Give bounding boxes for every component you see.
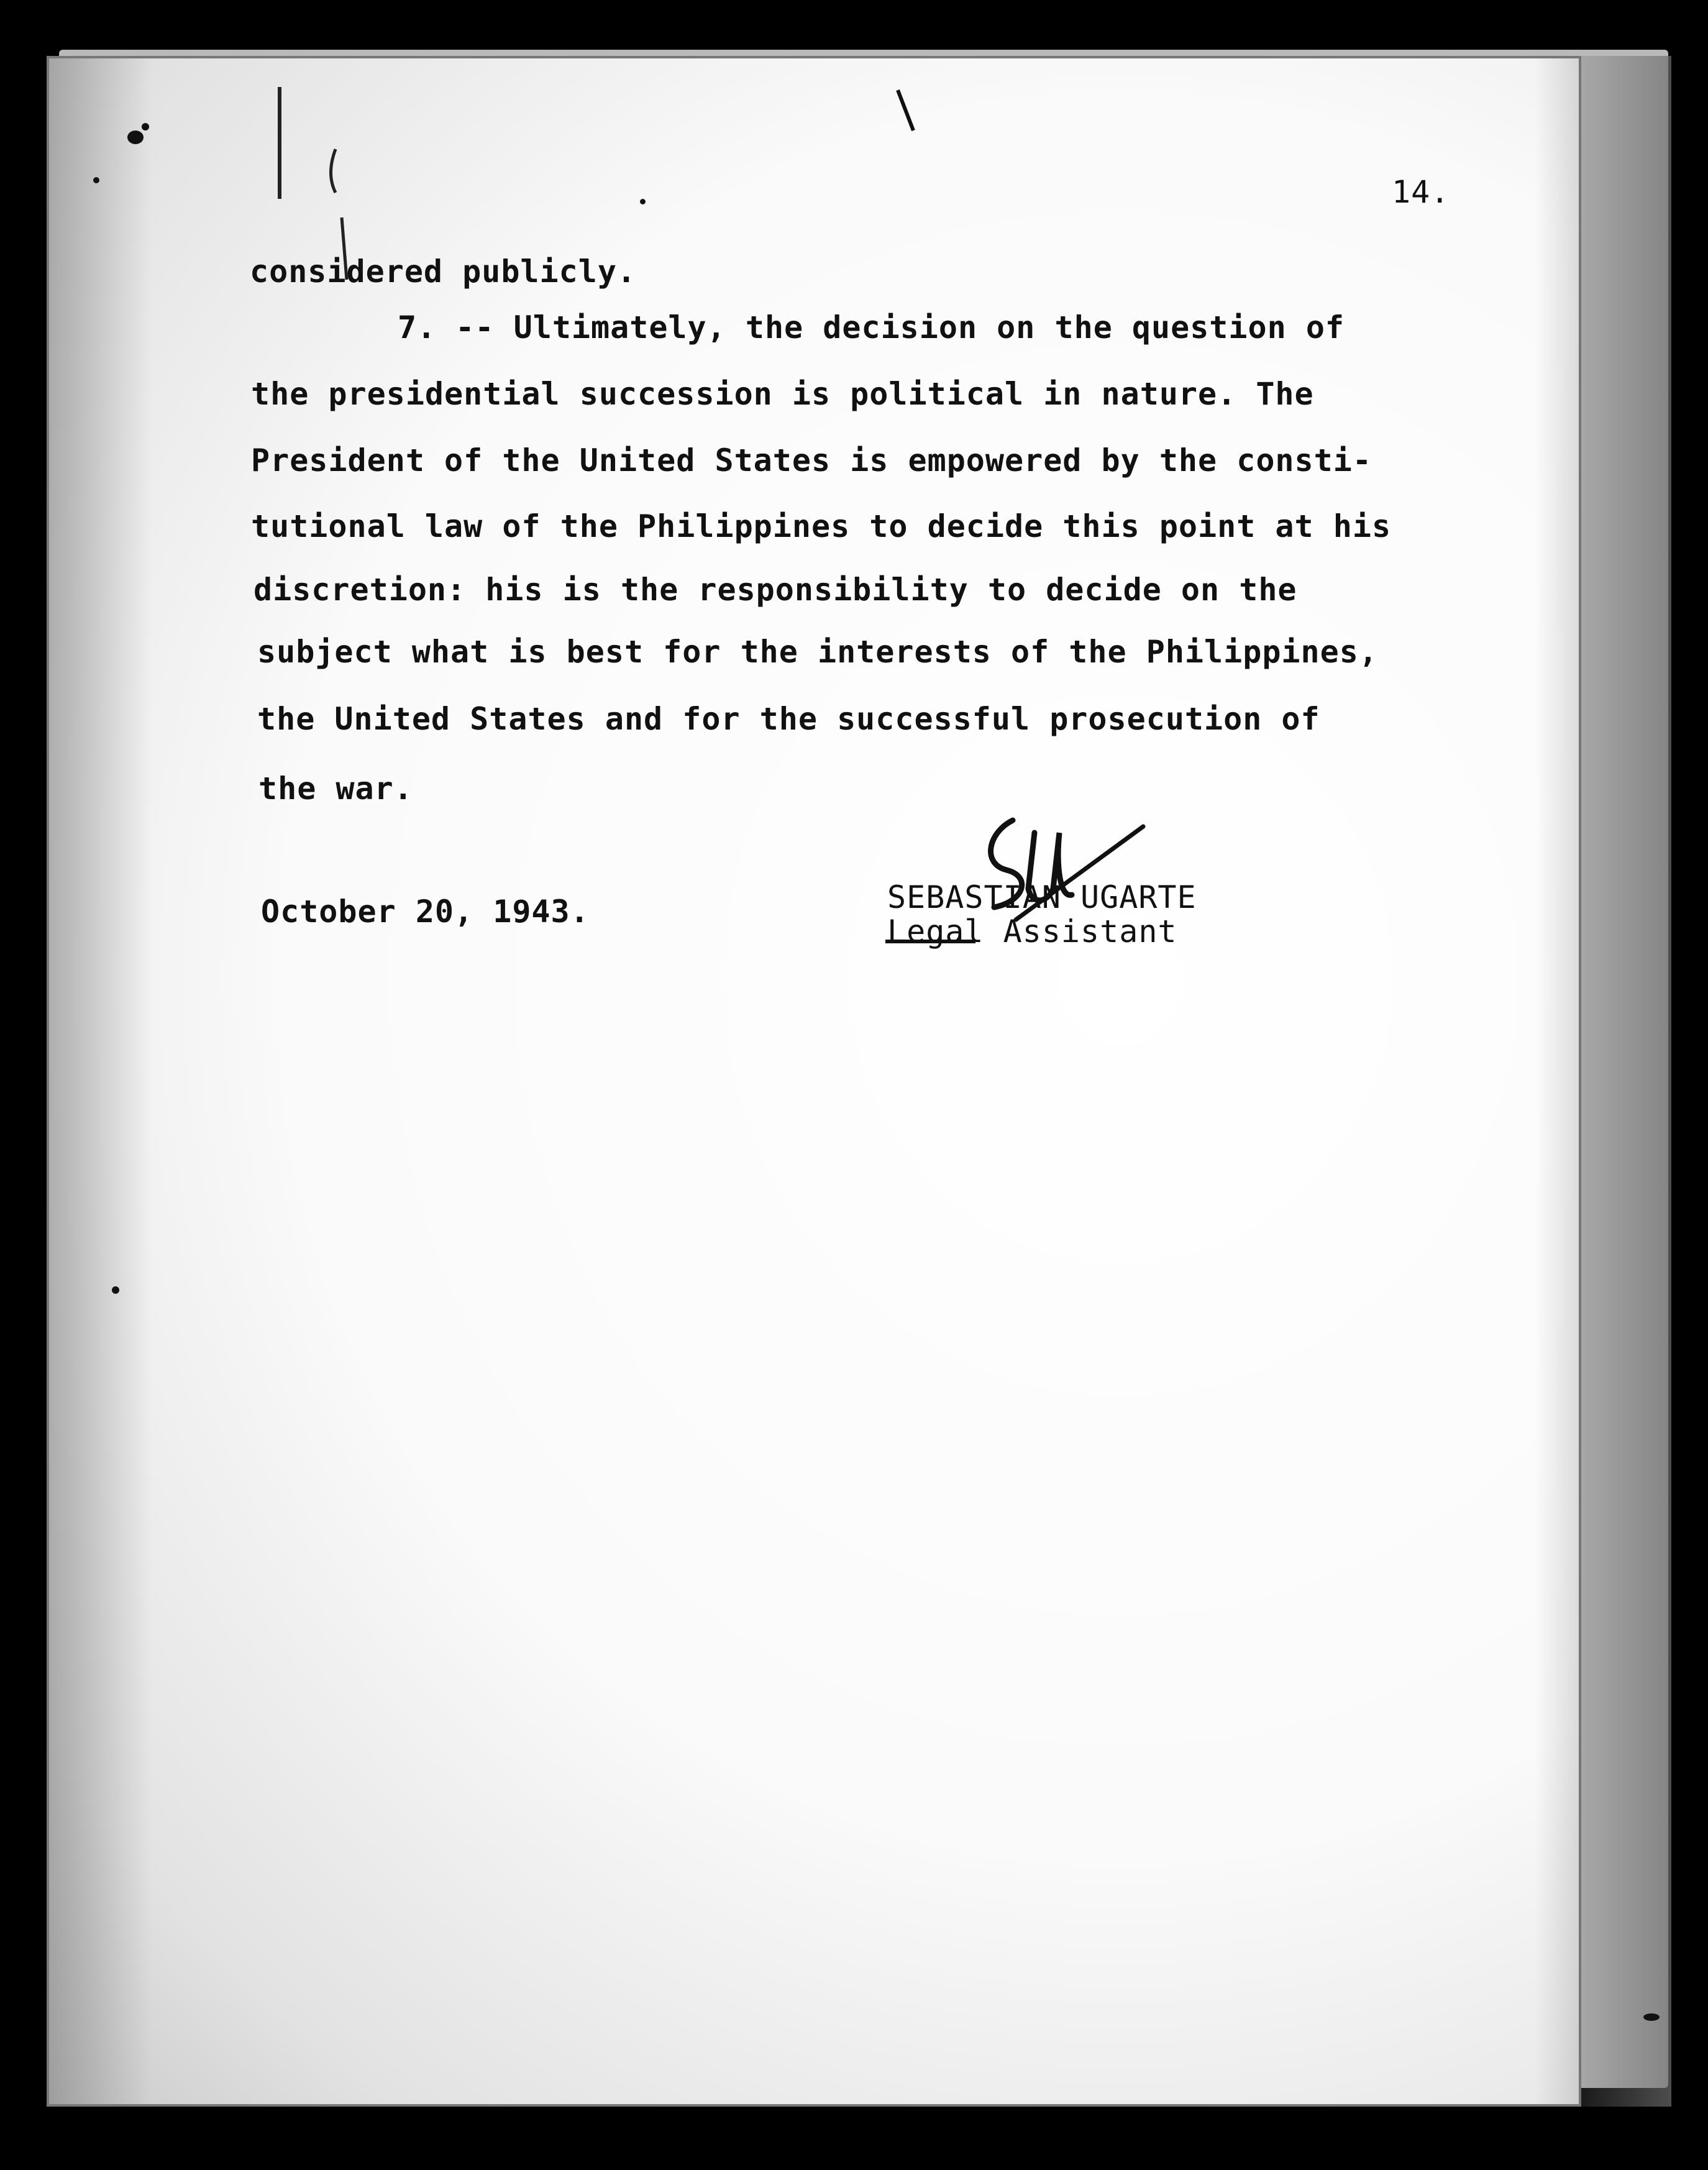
ink-speck [640, 199, 646, 204]
ink-speck [127, 130, 144, 144]
ink-speck [142, 123, 149, 130]
signatory-name: SEBASTIAN UGARTE [887, 879, 1197, 915]
page-right-shadow [1535, 56, 1671, 2107]
body-line: discretion: his is the responsibility to decide on the [253, 572, 1297, 608]
ink-speck [1643, 2013, 1660, 2021]
body-line: considered publicly. [250, 254, 637, 290]
body-line: the war. [258, 771, 413, 807]
body-line: the presidential succession is political in nature. The [251, 376, 1314, 412]
body-line: President of the United States is empowered by the consti- [251, 442, 1372, 478]
ink-speck [112, 1286, 119, 1294]
page-number: 14. [1392, 174, 1450, 210]
body-line: the United States and for the successful prosecution of [257, 701, 1320, 737]
ink-speck [93, 177, 99, 183]
body-line: subject what is best for the interests of the Philippines, [257, 634, 1378, 670]
document-date: October 20, 1943. [261, 894, 590, 930]
body-line: 7. -- Ultimately, the decision on the question of [398, 309, 1345, 346]
margin-tick-mark [895, 87, 920, 137]
document-page [47, 56, 1581, 2107]
body-line: tutional law of the Philippines to decide this point at his [251, 508, 1392, 544]
signatory-title: Legal Assistant [887, 913, 1177, 950]
page-left-shadow [47, 56, 152, 2107]
